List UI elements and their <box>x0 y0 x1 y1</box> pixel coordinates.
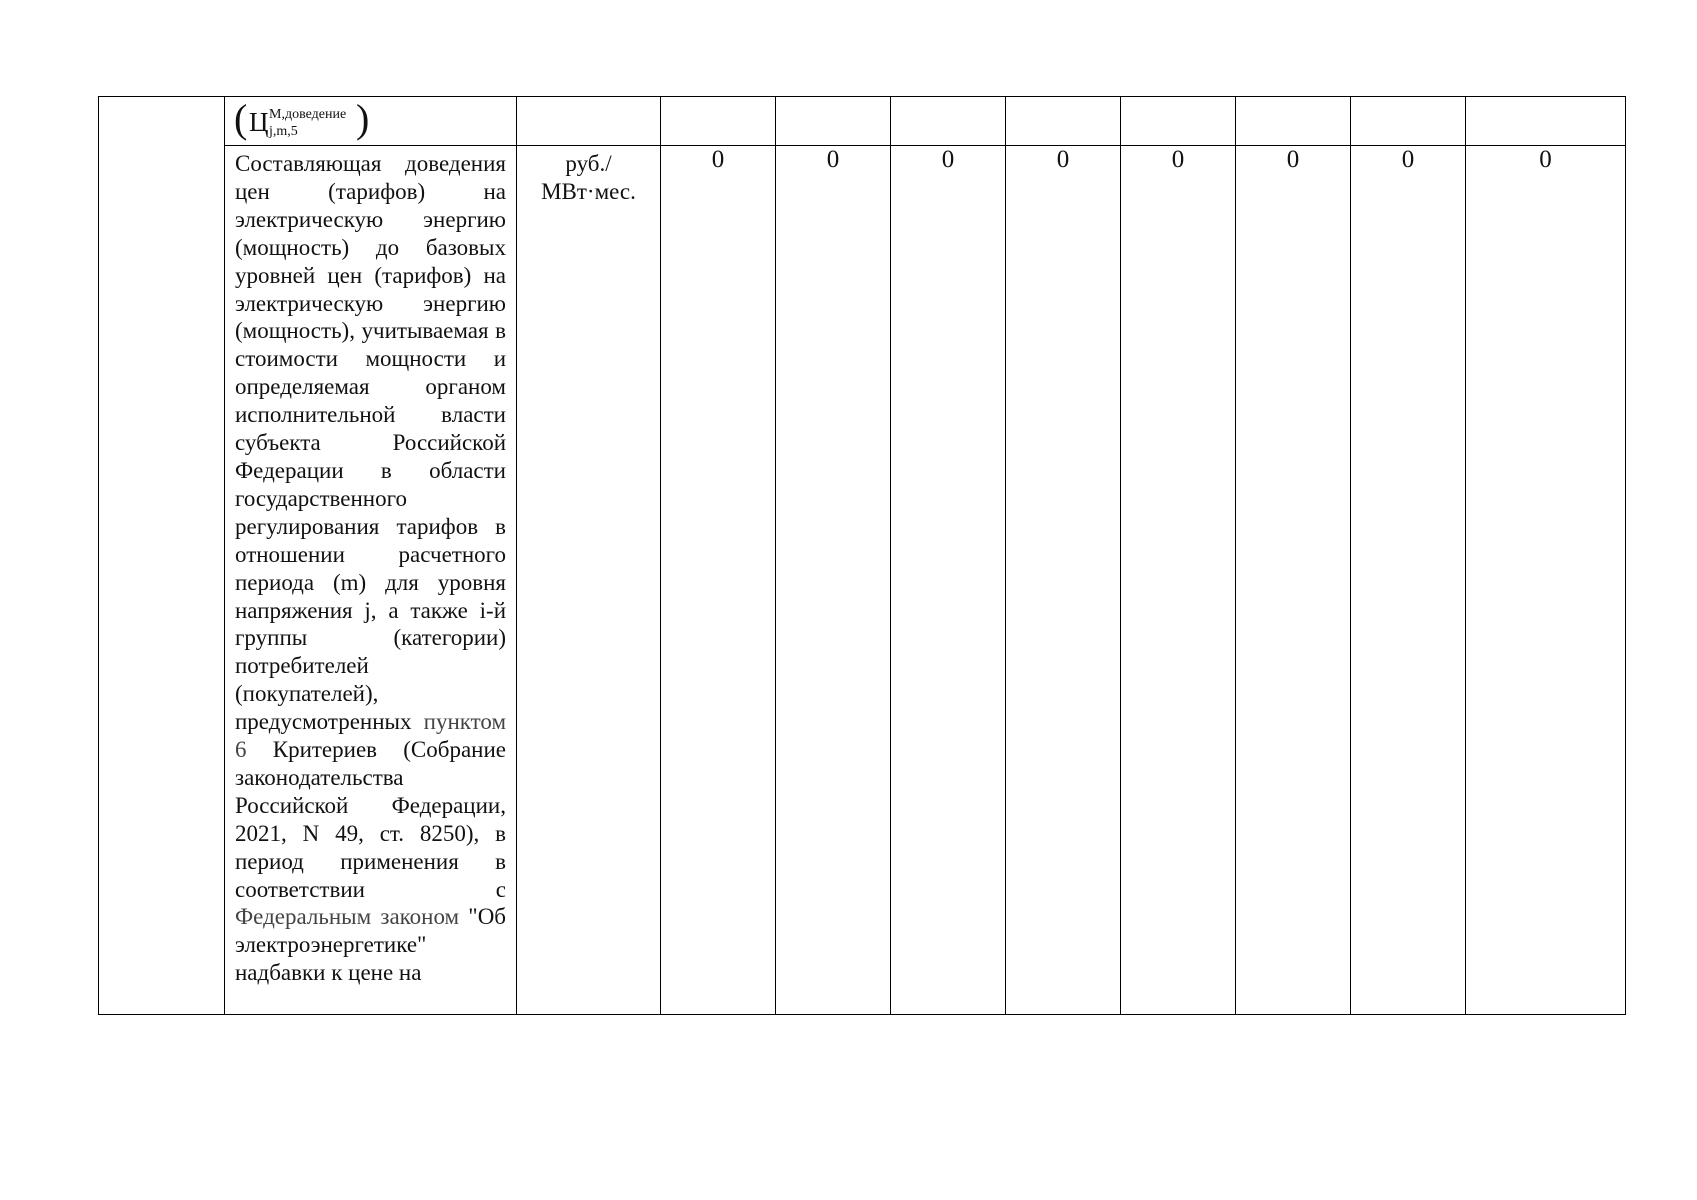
unit-text: руб./МВт·мес. <box>541 151 636 204</box>
description-text <box>225 146 516 987</box>
tariff-table <box>98 96 1626 1015</box>
formula-cell <box>225 97 517 146</box>
unit-cell <box>517 146 661 1015</box>
index-cell <box>99 97 225 1015</box>
value-cell: 0 <box>776 146 891 1015</box>
table-row <box>99 97 1626 146</box>
formula <box>225 97 516 145</box>
formula-paren-close: ) <box>356 96 370 141</box>
empty-cell <box>517 97 661 146</box>
value-cell: 0 <box>1351 146 1466 1015</box>
value-cell: 0 <box>891 146 1006 1015</box>
clause-link[interactable]: пунктом 6 <box>235 709 506 763</box>
empty-cell <box>1121 97 1236 146</box>
empty-cell <box>891 97 1006 146</box>
value-cell: 0 <box>1121 146 1236 1015</box>
description-cont: Критериев (Собрание законодательства Российской Федерации, 2021, N 49, ст. 8250), в период применения в соответствии с <box>235 737 506 902</box>
description-cell <box>225 146 517 1015</box>
description-main: Составляющая доведения цен (тарифов) на электрическую энергию (мощность) до базовых уровней цен (тарифов) на электрическую энергию (мощность), учитываемая в стоимости мощности и определяемая органом исполнительной власти субъекта Российской Федерации в области государственного регулирования тарифов в отношении расчетного периода (m) для уровня напряжения j, а также i-й группы (категории) потребителей (покупателей), предусмотренных <box>235 151 506 735</box>
value-cell: 0 <box>661 146 776 1015</box>
value-cell: 0 <box>1006 146 1121 1015</box>
empty-cell <box>776 97 891 146</box>
description-end: "Об электроэнергетике" надбавки к цене на <box>235 904 507 986</box>
value-cell: 0 <box>1466 146 1626 1015</box>
law-link[interactable]: Федеральным законом <box>235 904 460 930</box>
value-cell: 0 <box>1236 146 1351 1015</box>
formula-base: Ц <box>249 107 269 137</box>
formula-subscript: j,m,5 <box>269 124 298 139</box>
empty-cell <box>1006 97 1121 146</box>
empty-cell <box>1351 97 1466 146</box>
empty-cell <box>661 97 776 146</box>
formula-superscript: М,доведение <box>269 107 347 122</box>
empty-cell <box>1236 97 1351 146</box>
empty-cell <box>1466 97 1626 146</box>
table-row <box>99 146 1626 1015</box>
formula-paren-open: ( <box>234 96 248 141</box>
